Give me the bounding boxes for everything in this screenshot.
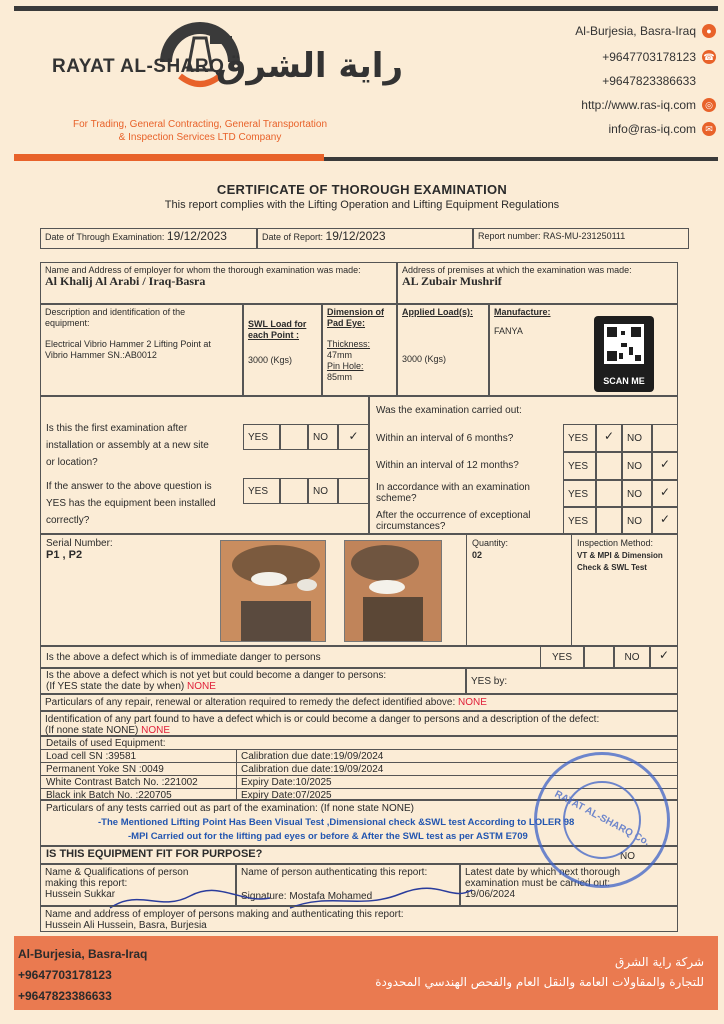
check-icon: ✓ xyxy=(658,648,670,662)
future-none: NONE xyxy=(187,681,216,692)
interval-12-label: Within an interval of 12 months? xyxy=(376,460,519,471)
check-icon: ✓ xyxy=(659,512,671,526)
report-date-cell xyxy=(257,228,473,249)
location-pin-icon: ● xyxy=(702,24,716,38)
future-line-1: Is the above a defect which is not yet but could become a danger to persons: xyxy=(46,670,387,681)
phone1-text: +9647703178123 xyxy=(602,50,696,64)
certificate-subtitle: This report complies with the Lifting Operation and Lifting Equipment Regulations xyxy=(164,199,560,211)
applied-load-cell xyxy=(397,304,489,396)
exam-date-value: 19/12/2023 xyxy=(166,229,227,243)
exceptional-yes[interactable] xyxy=(563,507,596,534)
eq-item-2: Permanent Yoke SN :0049 xyxy=(46,764,164,775)
check-icon: ✓ xyxy=(603,429,615,443)
inspection-photo-2 xyxy=(344,540,442,642)
report-number-value: RAS-MU-231250111 xyxy=(543,231,626,241)
report-date-value: 19/12/2023 xyxy=(325,229,386,243)
check-icon: ✓ xyxy=(659,485,671,499)
signoff-employer-value: Hussein Ali Hussein, Basra, Burjesia xyxy=(45,920,207,931)
next-value: 19/06/2024 xyxy=(465,889,516,900)
part-line-1: Identification of any part found to have a defect which is or could become a danger to persons and a description of the defect: xyxy=(45,714,600,725)
desc-label-2: equipment: xyxy=(45,318,90,328)
exam-date-cell xyxy=(40,228,257,249)
auth-value: Signature: Mostafa Mohamed xyxy=(241,891,373,902)
manufacture-label: Manufacture: xyxy=(494,307,551,317)
repair-label: Particulars of any repair, renewal or alteration required to remedy the defect identified above: xyxy=(45,697,456,708)
swl-value: 3000 (Kgs) xyxy=(248,355,293,365)
tests-line-2: -MPI Carried out for the lifting pad eyes or before & After the SWL test as per ASTM E709 xyxy=(128,831,528,842)
installed-yes[interactable] xyxy=(243,478,280,504)
phone2-text: +9647823386633 xyxy=(602,74,696,88)
employer-label: Name and Address of employer for whom the thorough examination was made: xyxy=(45,265,361,275)
interval6-no-box[interactable] xyxy=(652,424,678,452)
immediate-yes-box[interactable] xyxy=(584,646,614,668)
scheme-line-1: In accordance with an examination xyxy=(376,482,530,493)
footer-phone1: +9647703178123 xyxy=(18,968,112,982)
quantity-value: 02 xyxy=(472,550,483,560)
website-text: http://www.ras-iq.com xyxy=(581,98,696,112)
no-text: NO xyxy=(627,516,642,527)
exceptional-line-2: circumstances? xyxy=(376,521,446,532)
part-defect-row xyxy=(40,711,678,736)
used-equipment-label: Details of used Equipment: xyxy=(46,738,166,749)
pinhole-value: 85mm xyxy=(327,372,353,382)
part-line-2: (If none state NONE) xyxy=(45,725,139,736)
company-stamp xyxy=(534,752,670,888)
no-text: NO xyxy=(627,433,642,444)
installed-line-3: correctly? xyxy=(46,515,90,526)
premises-label: Address of premises at which the examination was made: xyxy=(402,265,632,275)
employer-value: Al Khalij Al Arabi / Iraq-Basra xyxy=(45,274,206,288)
tests-label: Particulars of any tests carried out as part of the examination: (If none state NONE) xyxy=(46,803,414,814)
repair-row xyxy=(40,694,678,711)
yes-text: YES xyxy=(568,516,589,527)
check-icon: ✓ xyxy=(348,429,359,443)
exceptional-yes-box[interactable] xyxy=(596,507,622,534)
installed-line-2: YES has the equipment been installed xyxy=(46,498,216,509)
exam-date-label: Date of Through Examination: xyxy=(45,232,165,242)
immediate-no[interactable] xyxy=(614,646,650,668)
interval6-yes-check[interactable] xyxy=(596,424,622,452)
next-label-1: Latest date by which next thorough xyxy=(465,867,621,878)
first-exam-line-2: installation or assembly at a new site xyxy=(46,440,209,451)
company-tagline xyxy=(40,118,360,144)
first-exam-no-check[interactable] xyxy=(338,424,369,450)
no-text: NO xyxy=(313,486,328,497)
dim-label-1: Dimension of xyxy=(327,307,385,317)
pinhole-label: Pin Hole: xyxy=(327,361,364,371)
manufacture-value: FANYA xyxy=(494,326,523,336)
future-line-2: (If YES state the date by when) xyxy=(46,681,185,692)
first-exam-no[interactable] xyxy=(308,424,338,450)
person-label-2: making this report: xyxy=(45,878,128,889)
yes-text: YES xyxy=(551,652,572,663)
installed-question xyxy=(46,478,216,529)
dimension-cell xyxy=(322,304,397,396)
yes-by-text: YES by: xyxy=(471,676,508,687)
interval12-no[interactable] xyxy=(622,452,652,480)
scheme-no-check[interactable] xyxy=(652,480,678,507)
carried-out-label: Was the examination carried out: xyxy=(376,405,522,416)
scheme-label xyxy=(376,482,530,504)
interval6-no[interactable] xyxy=(622,424,652,452)
interval-6-label: Within an interval of 6 months? xyxy=(376,433,514,444)
qr-code-icon xyxy=(594,318,654,374)
equipment-description-cell xyxy=(40,304,243,396)
immediate-danger-label: Is the above a defect which is of immediate danger to persons xyxy=(46,652,321,663)
installed-no-box[interactable] xyxy=(338,478,369,504)
method-value-1: VT & MPI & Dimension xyxy=(577,551,663,560)
globe-icon: ◎ xyxy=(702,98,716,112)
contact-website xyxy=(581,98,713,112)
swl-cell xyxy=(243,304,322,396)
eq-col-divider xyxy=(236,749,237,800)
footer-phone2: +9647823386633 xyxy=(18,989,112,1003)
tests-line-1: -The Mentioned Lifting Point Has Been Visual Test ,Dimensional check &SWL test According to LOLER 98 xyxy=(98,817,575,828)
eq-item-4: Black ink Batch No. :220705 xyxy=(46,790,172,801)
exceptional-line-1: After the occurrence of exceptional xyxy=(376,510,531,521)
footer-ar-line-2: للتجارة والمقاولات العامة والنقل العام والفحص الهندسي المحدودة xyxy=(375,975,704,989)
company-name-en: RAYAT AL-SHARQ xyxy=(52,56,225,77)
mail-icon: ✉ xyxy=(702,122,716,136)
footer-ar-line-1: شركة راية الشرق xyxy=(615,955,704,969)
top-rule xyxy=(14,6,718,11)
yes-text: YES xyxy=(568,489,589,500)
eq-detail-3: Expiry Date:10/2025 xyxy=(241,777,332,788)
contact-address xyxy=(575,24,712,38)
no-text: NO xyxy=(313,432,328,443)
repair-none: NONE xyxy=(458,697,487,708)
serial-divider-2 xyxy=(571,534,572,646)
serial-divider-1 xyxy=(466,534,467,646)
report-number-cell xyxy=(473,228,689,249)
yes-text: YES xyxy=(248,486,269,497)
desc-value-1: Electrical Vibrio Hammer 2 Lifting Point at xyxy=(45,339,211,349)
signoff-employer-row xyxy=(40,906,678,932)
yes-text: YES xyxy=(568,433,589,444)
yes-text: YES xyxy=(248,432,269,443)
exceptional-label xyxy=(376,510,531,532)
scheme-line-2: scheme? xyxy=(376,493,417,504)
scheme-no[interactable] xyxy=(622,480,652,507)
premises-cell xyxy=(397,262,678,304)
qr-code[interactable] xyxy=(594,316,654,392)
report-date-label: Date of Report: xyxy=(262,232,324,242)
contact-email xyxy=(608,122,713,136)
eq-detail-1: Calibration due date:19/09/2024 xyxy=(241,751,384,762)
installed-no[interactable] xyxy=(308,478,338,504)
part-none: NONE xyxy=(141,725,171,736)
interval12-no-check[interactable] xyxy=(652,452,678,480)
footer-address: Al-Burjesia, Basra-Iraq xyxy=(18,947,148,961)
next-label-2: examination must be carried out: xyxy=(465,878,611,889)
thickness-label: Thickness: xyxy=(327,339,371,349)
method-value-2: Check & SWL Test xyxy=(577,563,647,572)
installed-yes-box[interactable] xyxy=(280,478,308,504)
immediate-yes[interactable] xyxy=(540,646,584,668)
first-exam-yes[interactable] xyxy=(243,424,280,450)
applied-value: 3000 (Kgs) xyxy=(402,354,447,364)
interval12-yes[interactable] xyxy=(563,452,596,480)
header-rule-orange xyxy=(14,154,324,161)
thickness-value: 47mm xyxy=(327,350,353,360)
tagline-line-1: For Trading, General Contracting, General Transportation xyxy=(72,119,328,130)
premises-value: AL Zubair Mushrif xyxy=(402,274,502,288)
desc-value-2: Vibrio Hammer SN.:AB0012 xyxy=(45,350,157,360)
eq-detail-2: Calibration due date:19/09/2024 xyxy=(241,764,384,775)
footer-contact-en xyxy=(18,944,147,1007)
employer-cell xyxy=(40,262,397,304)
signoff-employer-label: Name and address of employer of persons making and authenticating this report: xyxy=(45,909,404,920)
no-text: NO xyxy=(624,652,640,663)
first-exam-line-1: Is this the first examination after xyxy=(46,423,188,434)
serial-label: Serial Number: xyxy=(46,538,113,549)
no-text: NO xyxy=(627,461,642,472)
fitness-question: IS THIS EQUIPMENT FIT FOR PURPOSE? xyxy=(46,848,263,860)
scheme-yes-box[interactable] xyxy=(596,480,622,507)
applied-label: Applied Load(s): xyxy=(402,307,473,317)
first-exam-line-3: or location? xyxy=(46,457,98,468)
company-name-ar: راية الشرق xyxy=(216,46,404,86)
person-value: Hussein Sukkar xyxy=(45,889,116,900)
swl-label-2: each Point : xyxy=(248,330,300,340)
interval12-yes-box[interactable] xyxy=(596,452,622,480)
auth-label: Name of person authenticating this report: xyxy=(241,867,428,878)
yes-text: YES xyxy=(568,461,589,472)
desc-label-1: Description and identification of the xyxy=(45,307,186,317)
address-text: Al-Burjesia, Basra-Iraq xyxy=(575,24,696,38)
interval6-yes[interactable] xyxy=(563,424,596,452)
certificate-title: CERTIFICATE OF THOROUGH EXAMINATION xyxy=(216,182,508,197)
check-icon: ✓ xyxy=(659,457,671,471)
future-yes-by[interactable] xyxy=(466,668,678,694)
eq-item-3: White Contrast Batch No. :221002 xyxy=(46,777,198,788)
eq-detail-4: Expiry Date:07/2025 xyxy=(241,790,332,801)
method-label: Inspection Method: xyxy=(577,538,654,548)
email-text: info@ras-iq.com xyxy=(608,122,696,136)
eq-rule-0 xyxy=(40,749,678,750)
inspection-photo-1 xyxy=(220,540,326,642)
fitness-answer: NO xyxy=(620,851,635,862)
first-exam-yes-box[interactable] xyxy=(280,424,308,450)
exceptional-no[interactable] xyxy=(622,507,652,534)
stamp-text: RAYAT AL-SHARQ Co. xyxy=(552,788,652,849)
header-rule-dark xyxy=(324,157,718,161)
no-text: NO xyxy=(627,489,642,500)
future-danger-label xyxy=(46,670,386,692)
phone-icon: ☎ xyxy=(703,52,715,62)
installed-line-1: If the answer to the above question is xyxy=(46,481,212,492)
swl-label-1: SWL Load for xyxy=(248,319,307,329)
dim-label-2: Pad Eye: xyxy=(327,318,366,328)
qr-label: SCAN ME xyxy=(603,376,645,386)
immediate-no-check[interactable] xyxy=(650,646,678,668)
person-label-1: Name & Qualifications of person xyxy=(45,867,189,878)
tagline-line-2: & Inspection Services LTD Company xyxy=(118,132,282,143)
exceptional-no-check[interactable] xyxy=(652,507,678,534)
serial-value: P1 , P2 xyxy=(46,549,83,561)
footer-contact-ar xyxy=(375,952,704,992)
report-number-label: Report number: xyxy=(478,231,541,241)
eq-item-1: Load cell SN :39581 xyxy=(46,751,137,762)
contact-phone-2 xyxy=(602,74,696,88)
quantity-label: Quantity: xyxy=(472,538,509,548)
contact-phone-1 xyxy=(602,50,715,64)
first-exam-question xyxy=(46,420,209,471)
scheme-yes[interactable] xyxy=(563,480,596,507)
